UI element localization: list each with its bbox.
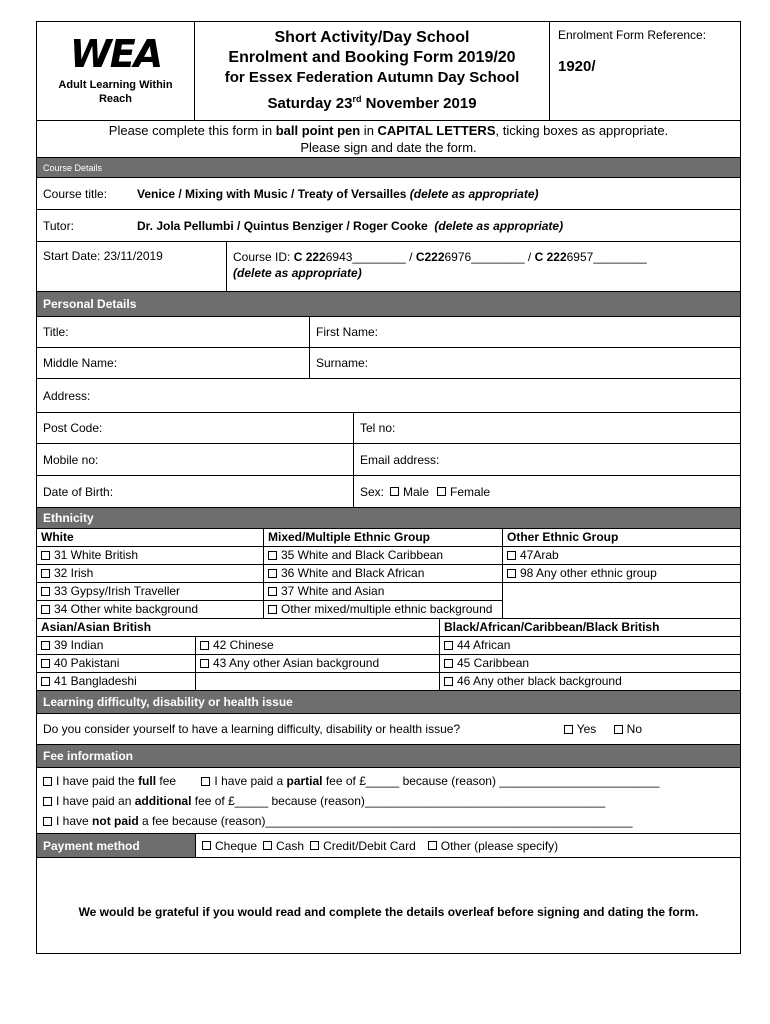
ethnicity-checkbox[interactable]: [268, 605, 277, 614]
fee-line-3: I have not paid a fee because (reason)_______________________________________________________: [43, 811, 734, 831]
ethnicity-grid-1: [37, 529, 740, 619]
full-fee-checkbox[interactable]: [43, 777, 52, 786]
ethnicity-checkbox[interactable]: [41, 677, 50, 686]
not-paid-checkbox[interactable]: [43, 817, 52, 826]
payment-options: Cheque Cash Credit/Debit Card Other (please specify): [196, 834, 564, 857]
form-title-block: [195, 22, 550, 120]
learning-row: Do you consider yourself to have a learning difficulty, disability or health issue? Yes No: [37, 714, 740, 745]
postcode-row: [37, 413, 740, 444]
course-title-field[interactable]: Course title: Venice / Mixing with Music / Treaty of Versailles (delete as appropriate): [43, 186, 539, 201]
reference-label: Enrolment Form Reference:: [558, 28, 707, 42]
other-group: Other Ethnic Group 47Arab 98 Any other ethnic group: [503, 529, 740, 618]
name-row-2: [37, 348, 740, 379]
footer-note-row: [37, 858, 740, 953]
fee-line-1: I have paid the full fee I have paid a partial fee of £_____ because (reason) ________________________: [43, 771, 734, 791]
course-title-row: [37, 178, 740, 210]
dob-row: [37, 476, 740, 508]
ethnicity-grid-2: Asian/Asian British Black/African/Caribbean/Black British 39 Indian 42 Chinese 44 African 40 Pakistani 43 Any other Asian background 45 Caribbean 41 Bangladeshi 46 Any other black background: [37, 619, 740, 691]
ethnicity-checkbox[interactable]: [41, 605, 50, 614]
ethnicity-checkbox[interactable]: [444, 659, 453, 668]
asian-header: Asian/Asian British: [37, 619, 440, 636]
address-row: [37, 379, 740, 413]
mobile-field[interactable]: Mobile no:: [37, 444, 354, 475]
wea-logo: WEA: [69, 32, 162, 76]
tutor-field[interactable]: Tutor: Dr. Jola Pellumbi / Quintus Benziger / Roger Cooke (delete as appropriate): [43, 218, 564, 233]
ethnicity-checkbox[interactable]: [41, 551, 50, 560]
footer-note: We would be grateful if you would read and complete the details overleaf before signing and dating the form.: [78, 904, 699, 919]
address-field[interactable]: Address:: [43, 388, 91, 403]
ethnicity-checkbox[interactable]: [41, 641, 50, 650]
form-title-line3: for Essex Federation Autumn Day School: [224, 68, 520, 86]
instructions-line2: Please sign and date the form.: [300, 140, 477, 155]
personal-details-header: Personal Details: [37, 292, 740, 317]
other-payment-checkbox[interactable]: [428, 841, 437, 850]
reference-value: 1920/: [558, 58, 596, 75]
additional-fee-checkbox[interactable]: [43, 797, 52, 806]
learning-yes-checkbox[interactable]: [564, 725, 573, 734]
black-header: Black/African/Caribbean/Black British: [444, 620, 660, 634]
post-code-field[interactable]: Post Code:: [37, 413, 354, 443]
ethnicity-checkbox[interactable]: [268, 587, 277, 596]
ethnicity-checkbox[interactable]: [41, 569, 50, 578]
first-name-field[interactable]: First Name:: [316, 325, 379, 339]
mixed-group: Mixed/Multiple Ethnic Group 35 White and Black Caribbean 36 White and Black African 37 White and Asian Other mixed/multiple ethnic background: [264, 529, 503, 618]
sex-field: Sex: Male Female: [360, 484, 491, 499]
payment-row: [37, 834, 740, 858]
ethnicity-checkbox[interactable]: [200, 659, 209, 668]
instructions: [37, 121, 740, 158]
fee-block: [37, 768, 740, 834]
tutor-row: [37, 210, 740, 242]
ethnicity-checkbox[interactable]: [507, 569, 516, 578]
logo-tagline: Adult Learning Within Reach: [58, 79, 173, 105]
instructions-line1: Please complete this form in ball point pen in CAPITAL LETTERS, ticking boxes as appropriate.: [108, 123, 669, 138]
title-field[interactable]: Title:: [37, 317, 310, 347]
cheque-checkbox[interactable]: [202, 841, 211, 850]
surname-field[interactable]: Surname:: [316, 356, 369, 370]
fee-header: Fee information: [37, 745, 740, 768]
form-title-line4: Saturday 23rd November 2019: [267, 93, 477, 112]
white-group: White 31 White British 32 Irish 33 Gypsy/Irish Traveller 34 Other white background: [37, 529, 264, 618]
course-details-header: Course Details: [37, 158, 740, 178]
tel-field[interactable]: Tel no:: [360, 421, 396, 435]
reference-block: [550, 22, 740, 120]
email-field[interactable]: Email address:: [360, 452, 440, 467]
fee-line-2: I have paid an additional fee of £_____ because (reason)____________________________________: [43, 791, 734, 811]
mobile-row: [37, 444, 740, 476]
start-date: Start Date: 23/11/2019: [37, 242, 227, 291]
payment-method-label: Payment method: [37, 834, 196, 857]
male-checkbox[interactable]: [390, 487, 399, 496]
enrolment-form: [36, 21, 741, 954]
ethnicity-checkbox[interactable]: [200, 641, 209, 650]
course-id-row: [37, 242, 740, 292]
ethnicity-checkbox[interactable]: [444, 677, 453, 686]
female-checkbox[interactable]: [437, 487, 446, 496]
course-id-field[interactable]: Course ID: C 2226943________ / C2226976________ / C 2226957________ (delete as appropriate): [233, 250, 647, 280]
form-title-line2: Enrolment and Booking Form 2019/20: [228, 48, 516, 66]
learning-question: Do you consider yourself to have a learning difficulty, disability or health issue?: [43, 722, 461, 736]
partial-fee-checkbox[interactable]: [201, 777, 210, 786]
form-header: [37, 22, 740, 121]
ethnicity-checkbox[interactable]: [507, 551, 516, 560]
middle-name-field[interactable]: Middle Name:: [37, 348, 310, 378]
learning-no-checkbox[interactable]: [614, 725, 623, 734]
dob-field[interactable]: Date of Birth:: [37, 476, 354, 507]
ethnicity-header: Ethnicity: [37, 508, 740, 529]
ethnicity-checkbox[interactable]: [41, 587, 50, 596]
ethnicity-checkbox[interactable]: [41, 659, 50, 668]
learning-header: Learning difficulty, disability or health issue: [37, 691, 740, 714]
logo-block: [37, 22, 195, 120]
cash-checkbox[interactable]: [263, 841, 272, 850]
ethnicity-checkbox[interactable]: [268, 569, 277, 578]
name-row-1: [37, 317, 740, 348]
form-title-line1: Short Activity/Day School: [274, 28, 470, 46]
card-checkbox[interactable]: [310, 841, 319, 850]
ethnicity-checkbox[interactable]: [444, 641, 453, 650]
ethnicity-checkbox[interactable]: [268, 551, 277, 560]
